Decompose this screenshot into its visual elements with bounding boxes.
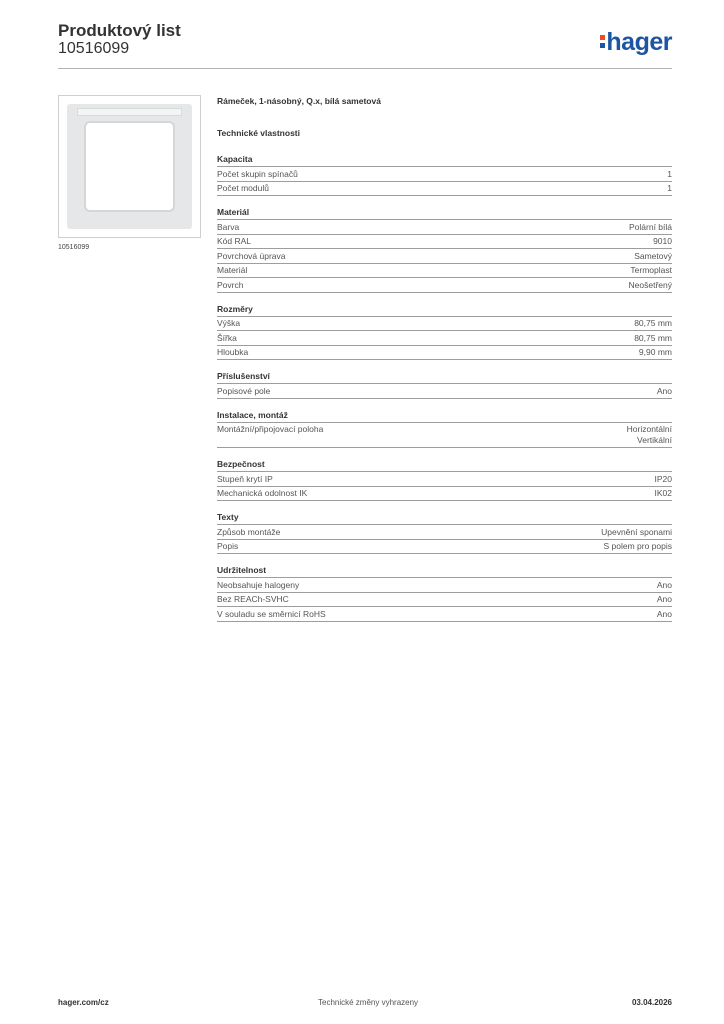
spec-value-line: Ano <box>656 579 672 590</box>
spec-section <box>217 565 672 622</box>
spec-row <box>217 182 672 197</box>
spec-value-line: Ano <box>656 385 672 396</box>
product-number: 10516099 <box>58 40 130 57</box>
product-title: Rámeček, 1-násobný, Q.x, bílá sametová <box>217 96 381 106</box>
spec-label: Způsob montáže <box>217 526 281 537</box>
frame-illustration <box>67 104 192 229</box>
spec-row <box>217 346 672 361</box>
spec-label: V souladu se směrnicí RoHS <box>217 608 326 619</box>
label-field-illustration <box>77 108 182 116</box>
spec-label: Popis <box>217 541 239 551</box>
spec-row <box>217 384 672 399</box>
spec-value <box>657 580 672 591</box>
spec-value <box>655 488 673 499</box>
spec-row <box>217 331 672 346</box>
spec-row <box>217 607 672 622</box>
page-title: Produktový list <box>58 21 181 40</box>
spec-row <box>217 167 672 182</box>
spec-row <box>217 264 672 279</box>
spec-value-line: 1 <box>667 183 672 193</box>
section-title: Rozměry <box>217 304 672 317</box>
spec-section <box>217 371 672 399</box>
spec-value <box>634 318 672 329</box>
spec-value <box>634 333 672 344</box>
section-title: Texty <box>217 512 672 525</box>
footer-date: 03.04.2026 <box>631 998 672 1007</box>
spec-label: Šířka <box>217 332 237 343</box>
spec-value-line: Horizontální <box>626 424 672 434</box>
spec-row <box>217 472 672 487</box>
spec-value-line: Neošetřený <box>628 279 672 290</box>
frame-opening-illustration <box>84 121 175 212</box>
spec-value <box>634 251 672 262</box>
spec-label: Povrch <box>217 279 244 290</box>
section-title: Materiál <box>217 207 672 220</box>
spec-section <box>217 459 672 501</box>
product-image <box>58 95 201 238</box>
product-details <box>217 96 672 633</box>
spec-label: Barva <box>217 221 240 232</box>
spec-value <box>601 527 672 538</box>
spec-value <box>667 169 672 180</box>
spec-row <box>217 540 672 555</box>
spec-label: Mechanická odolnost IK <box>217 488 308 498</box>
spec-value-line: IP20 <box>654 473 672 484</box>
spec-row <box>217 487 672 502</box>
spec-section <box>217 154 672 196</box>
spec-value <box>603 541 672 552</box>
spec-value-line: 80,75 mm <box>634 318 672 328</box>
section-title: Příslušenství <box>217 371 672 384</box>
spec-label: Neobsahuje halogeny <box>217 579 300 590</box>
spec-label: Hloubka <box>217 347 249 357</box>
spec-sections <box>217 154 672 622</box>
spec-value-line: 80,75 mm <box>634 332 672 343</box>
spec-value-line: Ano <box>656 608 672 619</box>
logo-dots-icon <box>600 32 605 51</box>
spec-label: Bez REACh-SVHC <box>217 594 289 604</box>
spec-value <box>627 424 672 446</box>
section-title: Kapacita <box>217 154 672 167</box>
spec-row <box>217 220 672 235</box>
spec-row <box>217 249 672 264</box>
spec-value <box>667 183 672 194</box>
footer-website[interactable]: hager.com/cz <box>58 998 109 1007</box>
spec-value <box>629 280 672 291</box>
spec-section <box>217 410 672 449</box>
spec-value-line: IK02 <box>654 488 672 498</box>
spec-value-line: 1 <box>667 168 672 179</box>
spec-label: Povrchová úprava <box>217 250 286 261</box>
spec-label: Počet modulů <box>217 183 269 193</box>
spec-value-line: Ano <box>656 594 672 604</box>
spec-value-line: Upevnění sponami <box>601 526 672 537</box>
spec-value <box>630 265 672 276</box>
spec-value <box>639 347 672 358</box>
footer-disclaimer: Technické změny vyhrazeny <box>318 998 419 1007</box>
spec-value-line: Polární bílá <box>629 221 672 232</box>
spec-value-line: S polem pro popis <box>603 541 672 551</box>
spec-value <box>629 222 672 233</box>
spec-value-line: Sametový <box>634 250 672 261</box>
spec-value-line: Termoplast <box>630 265 672 275</box>
spec-label: Montážní/připojovací poloha <box>217 424 324 434</box>
logo-text: hager <box>606 28 672 56</box>
hager-logo[interactable] <box>600 28 672 57</box>
spec-row <box>217 423 672 449</box>
image-caption: 10516099 <box>58 244 90 251</box>
spec-value-line: Vertikální <box>637 435 672 445</box>
header-divider <box>58 68 672 69</box>
spec-row <box>217 578 672 593</box>
spec-value <box>653 236 672 247</box>
spec-row <box>217 235 672 250</box>
spec-value <box>655 474 673 485</box>
spec-row <box>217 317 672 332</box>
spec-row <box>217 525 672 540</box>
spec-label: Počet skupin spínačů <box>217 168 298 179</box>
spec-label: Materiál <box>217 265 248 275</box>
spec-value-line: 9,90 mm <box>638 347 672 357</box>
spec-value <box>657 609 672 620</box>
section-title: Udržitelnost <box>217 565 672 578</box>
spec-section <box>217 304 672 361</box>
spec-row <box>217 593 672 608</box>
technical-properties-heading: Technické vlastnosti <box>217 128 300 138</box>
section-title: Instalace, montáž <box>217 410 672 423</box>
spec-section <box>217 512 672 554</box>
spec-label: Kód RAL <box>217 236 252 246</box>
spec-label: Výška <box>217 318 241 328</box>
spec-value <box>657 386 672 397</box>
spec-section <box>217 207 672 293</box>
spec-value-line: 9010 <box>653 236 672 246</box>
spec-value <box>657 594 672 605</box>
spec-row <box>217 278 672 293</box>
section-title: Bezpečnost <box>217 459 672 472</box>
spec-label: Stupeň krytí IP <box>217 473 273 484</box>
spec-label: Popisové pole <box>217 385 271 396</box>
